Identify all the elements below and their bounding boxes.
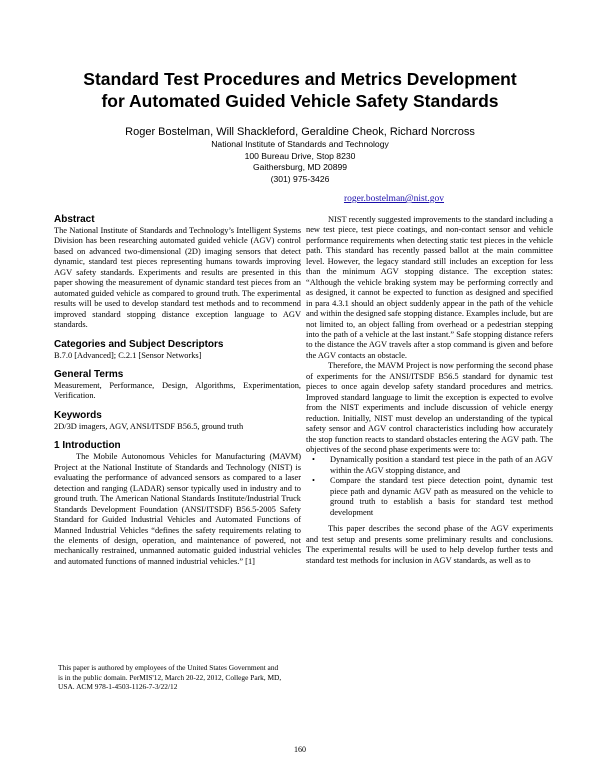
keywords-text: 2D/3D imagers, AGV, ANSI/ITSDF B56.5, ground truth (54, 421, 244, 431)
affiliation-city: Gaithersburg, MD 20899 (252, 162, 348, 172)
copyright-footnote: This paper is authored by employees of the United States Government and is in the public domain. PerMIS'12, March 20-22, 2012, College Park, MD, USA. ACM 978-1-4503-1126-7-3/22/12 (58, 663, 282, 692)
author-email-link[interactable]: roger.bostelman@nist.gov (343, 194, 445, 204)
objectives-list (306, 455, 553, 518)
abstract-text: The National Institute of Standards and Technology’s Intelligent Systems Division has been researching automated guided vehicle (AGV) control based on advanced two-dimensional (2D) imaging sensors that detect dynamic, standard test pieces representing humans towards improving AGV safety standards. Experiments and results are presented in this paper showing the measurement of dynamic standard test pieces from an automated guided vehicle as compared to ground truth. The experimental results will be used to develop standard test methods and to recommend improved standard stopping distance exception language to AGV standards. (54, 226, 301, 330)
paragraph-nist-suggestions: NIST recently suggested improvements to the standard including a new test piece, test piece coatings, and non-contact sensor and vehicle performance requirements when detecting static test pieces in the vehicle path. This standard has recently passed ballot at the main committee level. However, the legacy standard still includes an exception for less than the minimum AGV stopping distance. The exception states: “Although the vehicle braking system may be performing correctly and as designed, it cannot be expected to function as designed and specified in para 4.3.1 should an object suddenly appear in the path of the vehicle and within the designed safe stopping distance. Examples include, but are not limited to, an object falling from overhead or a pedestrian stepping into the path of a vehicle at the last instant.” Safe stopping distance refers to the distance the AGV travels after a stop command is given and before the AGV contacts an obstacle. (306, 215, 553, 360)
left-column (54, 213, 301, 567)
general-terms-text: Measurement, Performance, Design, Algorithms, Experimentation, Verification. (54, 380, 301, 401)
paper-title (40, 68, 560, 112)
list-item (306, 476, 553, 518)
categories-heading: Categories and Subject Descriptors (54, 338, 224, 350)
author-list: Roger Bostelman, Will Shackleford, Geraldine Cheok, Richard Norcross (125, 126, 475, 138)
list-item-text: Compare the standard test piece detection point, dynamic test piece path and dynamic AGV path as measured on the vehicle to ground truth to establish a basis for standard test method development (330, 476, 553, 517)
affiliation-block (40, 139, 560, 185)
affiliation-phone: (301) 975-3426 (270, 173, 330, 184)
title-line-1: Standard Test Procedures and Metrics Development (83, 69, 517, 89)
page-number: 160 (294, 745, 306, 754)
affiliation-institution: National Institute of Standards and Technology (211, 139, 389, 149)
introduction-heading: 1 Introduction (54, 440, 121, 452)
introduction-text: The Mobile Autonomous Vehicles for Manufacturing (MAVM) Project at the National Institute of Standards and Technology (NIST) is evaluating the performance of advanced sensors as compared to a laser detection and ranging (LADAR) sensor typically used in industry and to ground truth. The American National Standards Institute/Industrial Truck Standards Development Foundation (ANSI/ITSDF) B56.5-2005 Safety Standard for Guided Industrial Vehicles and Automated Functions of Manned Industrial Vehicles “defines the safety requirements relating to the elements of design, operation, and maintenance of powered, not mechanically restrained, unmanned automatic guided industrial vehicles and automated functions of manned industrial vehicles.” [1] (54, 452, 301, 566)
paragraph-mavm-second-phase: Therefore, the MAVM Project is now performing the second phase of experiments for the ANSI/ITSDF B56.5 standard for dynamic test pieces to once again develop safety standard procedures and metrics. Improved standard language to limit the exception is expected to evolve from the NIST experiments and include discussion of vehicle energy reduction. Initially, NIST must develop an understanding of the typical safety sensor and AGV control characteristics including how accurately the stop function reacts to standard obstacles entering the AGV path. The objectives of the second phase experiments were to: (306, 361, 553, 454)
title-line-2: for Automated Guided Vehicle Safety Standards (101, 91, 499, 111)
bullet-mark: • (312, 455, 315, 465)
keywords-heading: Keywords (54, 409, 102, 421)
categories-text: B.7.0 [Advanced]; C.2.1 [Sensor Networks] (54, 350, 202, 360)
general-terms-heading: General Terms (54, 368, 124, 380)
right-column (306, 215, 553, 566)
affiliation-address: 100 Bureau Drive, Stop 8230 (244, 150, 356, 161)
list-item-text: Dynamically position a standard test piece in the path of an AGV within the AGV stopping distance, and (330, 455, 553, 475)
list-item (306, 455, 553, 476)
bullet-mark: • (312, 476, 315, 486)
abstract-heading: Abstract (54, 214, 95, 225)
paragraph-paper-description: This paper describes the second phase of the AGV experiments and test setup and presents some preliminary results and conclusions. The experimental results will be used to help develop further tests and standard test methods for inclusion in AGV standards, as well as to (306, 524, 553, 565)
